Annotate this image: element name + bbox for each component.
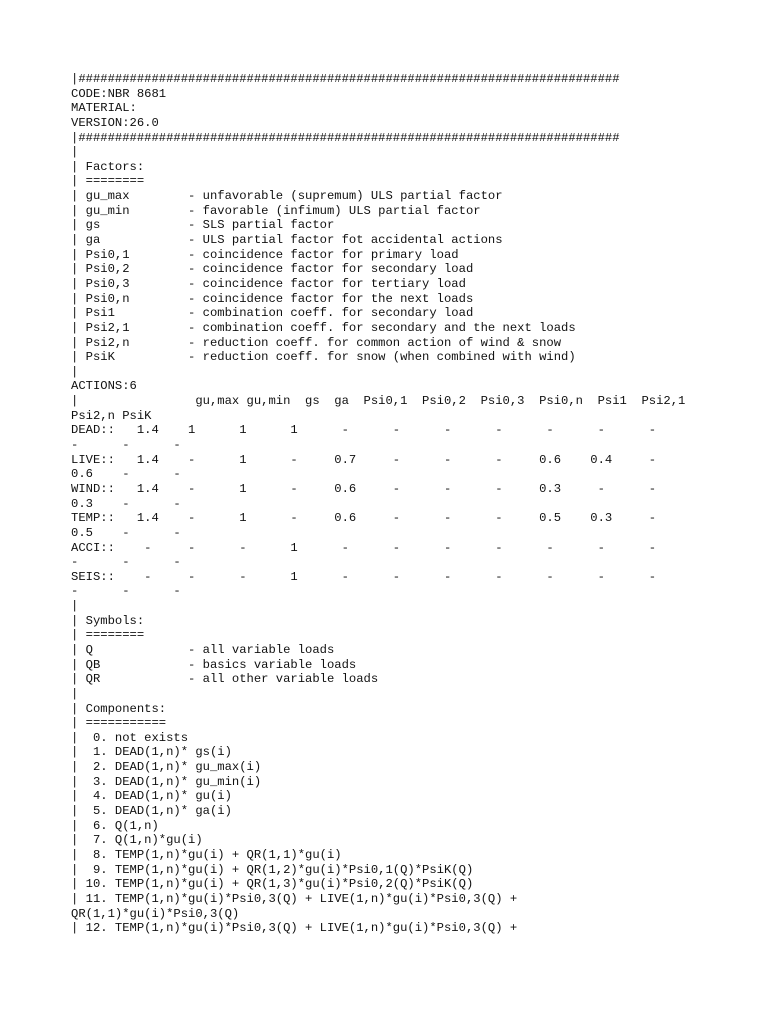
text-line: | 11. TEMP(1,n)*gu(i)*Psi0,3(Q) + LIVE(1,n)*gu(i)*Psi0,3(Q) + bbox=[71, 891, 518, 906]
text-line: | Q - all variable loads bbox=[71, 642, 335, 657]
text-line: | 9. TEMP(1,n)*gu(i) + QR(1,2)*gu(i)*Psi0,1(Q)*PsiK(Q) bbox=[71, 862, 474, 877]
text-line: | 1. DEAD(1,n)* gs(i) bbox=[71, 745, 232, 760]
text-line: | 10. TEMP(1,n)*gu(i) + QR(1,3)*gu(i)*Psi0,2(Q)*PsiK(Q) bbox=[71, 877, 474, 892]
text-line: 0.6 - - bbox=[71, 467, 181, 482]
text-line: | bbox=[71, 364, 79, 379]
text-line: LIVE:: 1.4 - 1 - 0.7 - - - 0.6 0.4 - bbox=[71, 452, 657, 467]
text-line: | Psi0,3 - coincidence factor for tertiary load bbox=[71, 276, 466, 291]
text-line: | ======== bbox=[71, 628, 145, 643]
text-line: - - - bbox=[71, 555, 181, 570]
text-line: | 12. TEMP(1,n)*gu(i)*Psi0,3(Q) + LIVE(1,n)*gu(i)*Psi0,3(Q) + bbox=[71, 921, 518, 936]
text-line: | 8. TEMP(1,n)*gu(i) + QR(1,1)*gu(i) bbox=[71, 847, 342, 862]
text-line: | QR - all other variable loads bbox=[71, 672, 379, 687]
text-line: | Psi0,2 - coincidence factor for secondary load bbox=[71, 262, 474, 277]
text-line: - - - bbox=[71, 584, 181, 599]
text-line: | ======== bbox=[71, 174, 145, 189]
text-line: CODE:NBR 8681 bbox=[71, 86, 167, 101]
text-line: | 5. DEAD(1,n)* ga(i) bbox=[71, 804, 232, 819]
text-line: | Psi0,1 - coincidence factor for primary load bbox=[71, 247, 459, 262]
text-line: | Factors: bbox=[71, 159, 145, 174]
text-line: | Psi1 - combination coeff. for secondary load bbox=[71, 306, 474, 321]
text-line: | gu_max - unfavorable (supremum) ULS partial factor bbox=[71, 189, 503, 204]
text-line: | 0. not exists bbox=[71, 730, 189, 745]
text-line: | bbox=[71, 145, 79, 160]
text-line: | 3. DEAD(1,n)* gu_min(i) bbox=[71, 774, 262, 789]
text-line: | Symbols: bbox=[71, 613, 145, 628]
text-line: | 7. Q(1,n)*gu(i) bbox=[71, 833, 203, 848]
text-line: 0.3 - - bbox=[71, 496, 181, 511]
text-line: QR(1,1)*gu(i)*Psi0,3(Q) bbox=[71, 906, 240, 921]
text-line: | 2. DEAD(1,n)* gu_max(i) bbox=[71, 760, 262, 775]
document-text bbox=[71, 72, 751, 936]
text-line: SEIS:: - - - 1 - - - - - - - bbox=[71, 569, 657, 584]
text-line: WIND:: 1.4 - 1 - 0.6 - - - 0.3 - - bbox=[71, 481, 657, 496]
text-line: | gu_min - favorable (infimum) ULS partial factor bbox=[71, 203, 481, 218]
text-line: | PsiK - reduction coeff. for snow (when combined with wind) bbox=[71, 350, 576, 365]
text-line: MATERIAL: bbox=[71, 101, 137, 116]
text-line: ACTIONS:6 bbox=[71, 379, 137, 394]
text-line: | =========== bbox=[71, 716, 167, 731]
text-line: Psi2,n PsiK bbox=[71, 408, 152, 423]
text-line: | gu,max gu,min gs ga Psi0,1 Psi0,2 Psi0,3 Psi0,n Psi1 Psi2,1 bbox=[71, 394, 686, 409]
text-line: VERSION:26.0 bbox=[71, 115, 159, 130]
text-line: |########################################################################## bbox=[71, 130, 620, 145]
text-line: | QB - basics variable loads bbox=[71, 657, 357, 672]
text-line: - - - bbox=[71, 438, 181, 453]
text-line: | bbox=[71, 686, 79, 701]
text-line: | Psi2,n - reduction coeff. for common action of wind & snow bbox=[71, 335, 562, 350]
text-line: | Psi2,1 - combination coeff. for secondary and the next loads bbox=[71, 320, 576, 335]
text-line: 0.5 - - bbox=[71, 525, 181, 540]
text-line: |########################################################################## bbox=[71, 72, 620, 86]
text-line: | 4. DEAD(1,n)* gu(i) bbox=[71, 789, 232, 804]
text-line: | Components: bbox=[71, 701, 167, 716]
text-line: | gs - SLS partial factor bbox=[71, 218, 335, 233]
text-line: | 6. Q(1,n) bbox=[71, 818, 159, 833]
text-line: | bbox=[71, 599, 79, 614]
text-line: ACCI:: - - - 1 - - - - - - - bbox=[71, 540, 657, 555]
text-line: TEMP:: 1.4 - 1 - 0.6 - - - 0.5 0.3 - bbox=[71, 511, 657, 526]
text-line: | Psi0,n - coincidence factor for the next loads bbox=[71, 291, 474, 306]
text-line: DEAD:: 1.4 1 1 1 - - - - - - - bbox=[71, 423, 657, 438]
text-line: | ga - ULS partial factor fot accidental actions bbox=[71, 233, 503, 248]
